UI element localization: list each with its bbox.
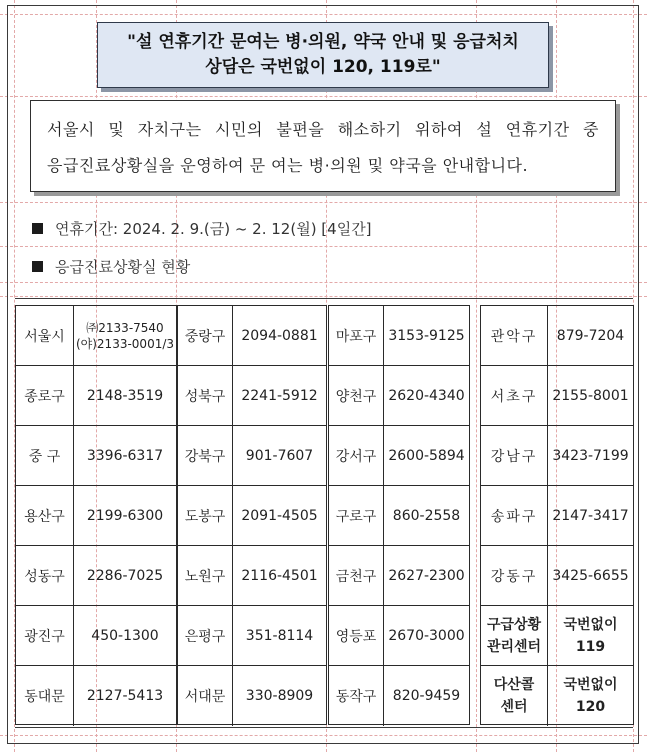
district-name: 영등포 xyxy=(329,606,384,665)
period-text: 연휴기간: 2024. 2. 9.(금) ~ 2. 12(월) [4일간] xyxy=(55,220,372,238)
table-row xyxy=(16,666,176,726)
table-group-4 xyxy=(480,305,634,725)
district-name: 강동구 xyxy=(481,546,548,605)
district-phone: 2155-8001 xyxy=(552,387,629,404)
district-name: 서초구 xyxy=(481,366,548,425)
district-name: 금천구 xyxy=(329,546,384,605)
district-name: 강서구 xyxy=(329,426,384,485)
district-phone: 2670-3000 xyxy=(388,627,465,644)
table-row xyxy=(178,606,326,666)
district-name: 성북구 xyxy=(178,366,233,425)
table-row xyxy=(481,546,633,606)
table-row xyxy=(16,306,176,366)
table-row xyxy=(178,366,326,426)
district-name: 중 구 xyxy=(16,426,74,485)
table-row xyxy=(329,366,469,426)
district-phone: 2148-3519 xyxy=(86,387,164,404)
district-phone: 2600-5894 xyxy=(388,447,465,464)
district-phone: 2241-5912 xyxy=(241,387,318,404)
district-name: 종로구 xyxy=(16,366,74,425)
intro-box xyxy=(30,100,616,192)
table-row xyxy=(329,606,469,666)
table-row xyxy=(481,426,633,486)
table-group-1 xyxy=(15,305,177,725)
table-row xyxy=(178,306,326,366)
district-phone: 3396-6317 xyxy=(86,447,164,464)
table-row xyxy=(329,426,469,486)
district-name: 송파구 xyxy=(481,486,548,545)
table-row xyxy=(329,666,469,726)
district-name: 중랑구 xyxy=(178,306,233,365)
district-phone: 2627-2300 xyxy=(388,567,465,584)
table-row xyxy=(16,426,176,486)
title-line-1: "설 연휴기간 문여는 병·의원, 약국 안내 및 응급처치 xyxy=(127,32,519,52)
title-box xyxy=(97,22,549,88)
district-phone: 879-7204 xyxy=(556,327,625,344)
district-phone: 330-8909 xyxy=(245,688,314,704)
district-name: 성동구 xyxy=(16,546,74,605)
bullet-period xyxy=(32,218,372,239)
district-phone: 2127-5413 xyxy=(86,688,164,704)
district-phone: 351-8114 xyxy=(245,627,314,644)
table-group-3 xyxy=(328,305,470,725)
table-row xyxy=(178,426,326,486)
table-row xyxy=(16,366,176,426)
district-name: 마포구 xyxy=(329,306,384,365)
district-phone: 2116-4501 xyxy=(241,567,318,584)
district-phone: 860-2558 xyxy=(392,507,461,524)
district-phone: 2620-4340 xyxy=(388,387,465,404)
table-row xyxy=(329,546,469,606)
bullet-status xyxy=(32,256,190,277)
table-row xyxy=(481,666,633,726)
table-row xyxy=(16,546,176,606)
district-name: 서울시 xyxy=(16,306,74,365)
square-bullet-icon xyxy=(32,223,43,234)
center-phone: 국번없이 120 xyxy=(563,677,618,715)
district-phone: 2286-7025 xyxy=(86,567,164,584)
district-name: 광진구 xyxy=(16,606,74,665)
district-name: 강남구 xyxy=(481,426,548,485)
district-phone: 901-7607 xyxy=(245,447,314,464)
district-name: 도봉구 xyxy=(178,486,233,545)
district-name: 서대문 xyxy=(178,666,233,726)
table-group-2 xyxy=(177,305,327,725)
district-name: 노원구 xyxy=(178,546,233,605)
square-bullet-icon xyxy=(32,261,43,272)
district-phone: 450-1300 xyxy=(91,627,159,644)
district-phone: ㈜2133-7540 (야)2133-0001/3 xyxy=(75,320,175,351)
table-row xyxy=(178,666,326,726)
table-row xyxy=(481,486,633,546)
district-phone: 2199-6300 xyxy=(86,507,164,524)
district-phone: 820-9459 xyxy=(392,688,461,704)
table-row xyxy=(178,486,326,546)
status-text: 응급진료상황실 현황 xyxy=(55,258,191,276)
table-row xyxy=(329,486,469,546)
district-phone: 3423-7199 xyxy=(552,447,629,464)
table-row xyxy=(16,486,176,546)
district-name: 동작구 xyxy=(329,666,384,726)
district-phone: 3425-6655 xyxy=(552,567,629,584)
title-line-2: 상담은 국번없이 120, 119로" xyxy=(205,57,441,77)
district-name: 구로구 xyxy=(329,486,384,545)
table-row xyxy=(16,606,176,666)
table-row xyxy=(481,366,633,426)
table-row xyxy=(178,546,326,606)
district-phone: 2094-0881 xyxy=(241,327,318,344)
district-phone: 3153-9125 xyxy=(388,327,465,344)
intro-line-1: 서울시 및 자치구는 시민의 불편을 해소하기 위하여 설 연휴기간 중 xyxy=(47,120,599,139)
district-name: 관악구 xyxy=(481,306,548,365)
center-name: 다산콜 센터 xyxy=(481,666,548,726)
center-phone: 국번없이 119 xyxy=(563,616,618,655)
intro-line-2: 응급진료상황실을 운영하여 문 여는 병·의원 및 약국을 안내합니다. xyxy=(47,156,529,175)
district-phone: 2091-4505 xyxy=(241,507,318,524)
district-phone: 2147-3417 xyxy=(552,507,629,524)
table-row xyxy=(481,606,633,666)
center-name: 구급상황 관리센터 xyxy=(481,606,548,665)
district-name: 강북구 xyxy=(178,426,233,485)
table-row xyxy=(329,306,469,366)
table-row xyxy=(481,306,633,366)
district-name: 용산구 xyxy=(16,486,74,545)
district-name: 은평구 xyxy=(178,606,233,665)
district-name: 동대문 xyxy=(16,666,74,726)
district-name: 양천구 xyxy=(329,366,384,425)
